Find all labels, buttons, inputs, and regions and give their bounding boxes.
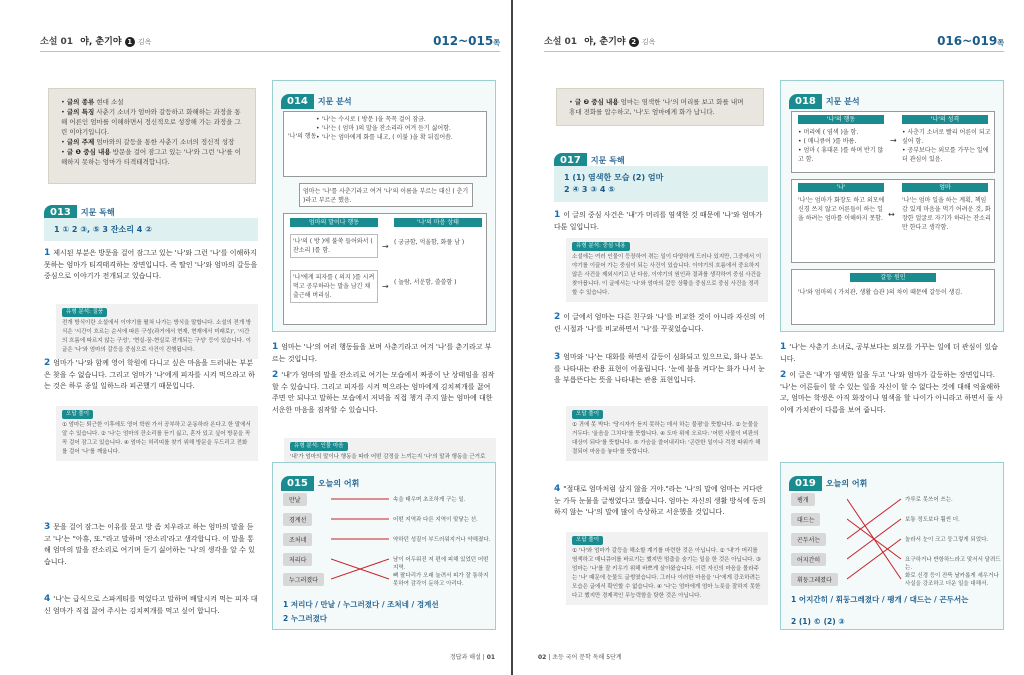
vocab-word: 팽개 <box>791 493 815 506</box>
left-page-range: 012~015쪽 <box>433 34 500 48</box>
vocab-answer-1: 1 저리다 / 만날 / 누그러졌다 / 조처네 / 경계선 <box>283 600 439 609</box>
right-summary-box <box>556 88 764 126</box>
page-gutter <box>511 0 513 675</box>
q017-1: 1 이 글의 중심 사건은 '내'가 머리를 염색한 것 때문에 '나'와 엄마가 다툰 일입니다. <box>554 210 763 231</box>
sec-013-head: 013 지문 독해 <box>44 200 115 218</box>
left-header <box>40 28 500 52</box>
vocab-def: 약하던 성질이 부드러워지거나 약해졌다. <box>393 537 491 543</box>
sec-014-head: 014 지문 분석 <box>281 89 352 107</box>
sec-015-head: 015 오늘의 어휘 <box>281 471 359 489</box>
episode-badge: 2 <box>629 37 639 47</box>
vocab-answer-1: 1 어지간히 / 휘둥그레졌다 / 팽개 / 대드는 / 곤두서는 <box>791 595 969 604</box>
q014-1: 1 엄마는 '나'의 여러 행동들을 보며 사춘기라고 여겨 '나'를 춘기라고 부르는 것입니다. <box>272 342 492 363</box>
q013-2: 2 엄마가 '나'와 함께 영어 학원에 다니고 싶은 마음을 드러내는 부분은 찾을 수 없습니다. 그리고 엄마가 '나'에게 피자를 시켜 먹으라고 하는 것은 하루 종일 일하느라 피곤했기 때문입니다. <box>44 358 255 390</box>
q017-4: 4 "절대로 엄마처럼 살지 않을 거야."라는 '나'의 말에 엄마는 커다란 눈 가득 눈물을 글썽였다고 했습니다. 엄마는 자신의 생활 방식에 동의하지 않는 '나'의 말에 많이 속상하고 서운했을 것입니다. <box>554 484 766 516</box>
left-page <box>40 0 520 675</box>
left-summary-box <box>48 88 256 184</box>
vocab-def: 남이 어두워진 저 편에 피해 있었던 어떤 지역. <box>393 557 489 571</box>
summary-row: • 글 ❶ 중심 내용 방문을 걸어 잠그고 있는 '나'와 그런 '나'를 이해하지 못하는 엄마가 티격태격합니다. <box>61 148 242 166</box>
vocab-word: 휘둥그레졌다 <box>791 573 838 586</box>
q014-2: 2 '내'가 엄마의 말을 잔소리로 여기는 모습에서 짜증이 난 상태임을 짐작할 수 있습니다. 그리고 피자를 시켜 먹으라는 엄마에게 김치찌개를 끓여 주면 안 되냐고 말하는 모습에서 저녁을 직접 챙겨 주지 않는 엄마에 대한 서운한 마음을 짐작할 수 있습니다. <box>272 370 495 414</box>
q017-3: 3 엄마와 '나'는 대화를 하면서 갈등이 심화되고 있으므로, 화나 분노를 나타내는 관용 표현이 어울립니다. '눈에 불을 켜다'는 화가 나서 눈을 부릅뜬다는 뜻을 나타내는 관용 표현입니다. <box>554 352 765 384</box>
vocab-answer-2: 2 (1) © (2) ③ <box>791 617 845 626</box>
sec-017-answers: 1 (1) 염색한 모습 (2) 엄마 2 ④ 3 ③ 4 ⑤ <box>554 166 768 202</box>
right-page <box>538 0 1024 675</box>
vocab-def: 요구하거나 반항하느라고 맞서서 달려드는. <box>905 557 1001 571</box>
vocab-word: 어지간히 <box>791 553 826 566</box>
analysis-result: 엄마는 '나'를 사춘기라고 여겨 '나'의 이름을 부르는 대신 ( 춘기 )라고 부르곤 했음. <box>299 183 473 207</box>
q017-4-note: 오답 풀이 ① '나'와 엄마가 갈등을 해소할 계기를 마련한 것은 아닙니다. ② '내'가 머리를 염색하고 매니큐어를 바르기는 했지만 멈춤을 숨기는 일을 한 것은 아닙니다. ③ 엄마는 '나'를 잘 키우기 위해 바쁘게 살아왔습니다. 이런 자신의 마음을 몰라주는 '나' 때문에 눈물도 글썽였습니다. 그러나 이러한 마음을 '나'에게 강조하려는 모습은 글에서 확인할 수 없습니다. ④ '나'는 엄마에게 엄마 노릇을 잘하지 못한다고 했지만 경제적인 무능력함을 탓한 것은 아닙니다. <box>566 532 768 605</box>
vocab-match-lines <box>847 493 903 593</box>
vocab-word: 저리다 <box>283 553 312 566</box>
summary-row: • 글 ❷ 중심 내용 엄마는 염색한 '나'의 머리를 보고 화를 내며 휴대 전화를 압수하고, '나'도 엄마에게 화가 납니다. <box>569 98 744 116</box>
analysis-box-1: '나'의 행동 • '나'는 수시로 ( 방문 )을 꼭꼭 걸어 잠금. • '나'는 ( 엄마 )의 말을 잔소리라 여겨 듣기 싫어함. • '나'는 엄마에게 화를 내고, ( 이불 )을 확 뒤집어씀. <box>283 111 487 177</box>
q013-1: 1 제시된 부분은 방문을 걸어 잠그고 있는 '나'와 그런 '나'를 이해하지 못하는 엄마가 티격태격하는 장면입니다. 즉 딸인 '나'와 엄마의 갈등을 중심으로 이야기가 전개되고 있습니다. <box>44 248 258 280</box>
vocab-match-lines <box>331 493 391 593</box>
analysis-box-2: 엄마의 말이나 행동 '나'의 마음 상태 '나'의 ( 방 )에 불쑥 들어와서 ( 잔소리 )를 함. '나'에게 피자를 ( 의지 )를 시켜 먹고 공부하라는 말을 남긴 채 출근해 버리심. → → ( 궁금함, 억울함, 화풀 남 ) ( 놀람, 서운함, 쓸쓸함 ) <box>283 213 487 325</box>
right-page-range: 016~019쪽 <box>937 34 1004 48</box>
q017-3-note: 오답 풀이 ① 귀에 못 박다: '당시자가 듣지 못하는 데서 하는 불평'을 뜻합니다. ② 눈물을 거두다: '울음을 그치다'를 뜻합니다. ④ 도마 위에 오르다: '어떤 사물이 비판의 대상이 되다'를 뜻합니다. ⑤ 가슴을 쓸어내리다: '곤란한 일이나 걱정 따위가 해결되어 마음을 놓다'를 뜻합니다. <box>566 406 768 461</box>
q018-2: 2 이 글은 '내'가 염색한 일을 두고 '나'와 엄마가 갈등하는 장면입니다. '나'는 어른들이 할 수 있는 일을 자신이 할 수 없다는 것에 대해 억울해하고, 엄마는 학생은 아직 화장이나 염색을 할 나이가 아니라고 하면서 둘 사이에 가치관이 다름을 보여 줍니다. <box>780 370 1003 414</box>
q013-2-note: 오답 풀이 ① 엄마는 퇴근한 이후에도 영어 학원 가서 공부하고 운동하라 온다고 한 말에서 알 수 있습니다. ② '나'는 엄마의 잔소리를 듣기 싫고, 혼자 있고 싶어 방문을 꼭꼭 걸어 잠그고 있습니다. ④ 엄마는 허리띠를 찾기 위해 방문을 두드리고 전화를 걸어 '나'를 깨웁니다. <box>56 406 258 461</box>
q013-4: 4 '나'는 급식으로 스파게티를 먹었다고 말하며 배달시켜 먹는 피자 대신 엄마가 직접 끓여 주시는 김치찌개를 먹고 싶어 합니다. <box>44 594 258 615</box>
vocab-answer-2: 2 누그러졌다 <box>283 614 328 623</box>
sec-014-box <box>272 80 496 332</box>
left-header-title: 소설 01 야, 춘기야 1 김옥 <box>40 37 152 47</box>
sec-018-head: 018 지문 분석 <box>789 89 860 107</box>
summary-row: • 글의 종류 현대 소설 <box>61 98 124 106</box>
sec-017-head: 017 지문 독해 <box>554 148 625 166</box>
vocab-word: 만날 <box>283 493 307 506</box>
episode-badge: 1 <box>125 37 135 47</box>
vocab-def: 뼈 팔다리가 오래 눌려서 피가 잘 통하지 못하여 감각이 둔하고 아리다. <box>393 573 489 587</box>
summary-row: • 글의 주제 엄마와의 갈등을 통한 사춘기 소녀의 정신적 성장 <box>61 138 235 146</box>
vocab-def: 가루로 못쓰어 쓰는. <box>905 497 953 503</box>
analysis-box-3: 갈등 원인 '나'와 엄마의 ( 가치관, 생활 습관 )의 차이 때문에 갈등이 생김. <box>791 269 995 325</box>
q018-1: 1 '나'는 사춘기 소녀로, 공부보다는 외모를 가꾸는 일에 더 관심이 있습니다. <box>780 342 998 363</box>
q014-2-note: 유형 분석: 인물 마음 '내'가 엄마의 말이나 행동을 따라 어떤 감정을 느끼는지 '나'의 말과 행동을 근거로 <box>284 438 496 475</box>
sec-019-box <box>780 462 1004 630</box>
sec-018-box <box>780 80 1004 332</box>
vocab-def: 보통 정도보다 훨씬 더. <box>905 517 960 523</box>
sec-019-head: 019 오늘의 어휘 <box>789 471 867 489</box>
vocab-def: 속을 태우며 초조하게 구는 일. <box>393 497 466 503</box>
right-header <box>544 28 1004 52</box>
summary-row: • 글의 특징 사춘기 소녀가 엄마와 갈등하고 화해하는 과정을 통해 어른인 엄마를 이해하면서 정신적으로 성장해 가는 과정을 그린 이야기입니다. <box>61 108 241 136</box>
sec-015-box <box>272 462 496 630</box>
q013-1-note: 유형 분석: 질풍 전개 방식이란 소설에서 이야기를 펼쳐 나가는 방식을 말합니다. 소설의 전개 방식은 '시간이 흐르는 순서에 따른 구성(과거에서 현재, 현재에서 미래로)', '시간의 흐름에 따르지 않는 구성', '현실-꿈-현실로 전개되는 구성' 등이 있습니다. 이 글은 '나'와 엄마의 갈등을 중심으로 사건이 진행됩니다. <box>56 304 258 359</box>
left-footer: 정답과 해설 | 01 <box>450 654 496 661</box>
sec-013-answers: 1 ① 2 ③, ⑤ 3 잔소리 4 ② <box>44 218 258 241</box>
vocab-word: 대드는 <box>791 513 820 526</box>
vocab-def: 화로 신경 등이 잔뜩 날카롭게 세우거나 사실을 강조하고 더운 일을 대해서. <box>905 573 999 587</box>
right-footer: 02 | 초등 국어 문학 독해 5단계 <box>538 654 622 661</box>
q017-1-note: 유형 분석: 중심 내용 소설에는 여러 인물이 등장하여 겪는 일이 다양하게 드러나 있지만, 그중에서 이야기를 이끌어 가는 중심이 되는 사건이 있습니다. 이야기의 흐름에서 중요하지 않은 사건을 제외시키고 난 다음, 이야기의 원인과 결과를 생각하여 중심 사건을 찾아봅니다. 이 글에서는 '나'와 엄마의 갈등 상황을 중심으로 중심 사건을 정리할 수 있습니다. <box>566 238 768 302</box>
vocab-word: 조처네 <box>283 533 312 546</box>
vocab-def: 어떤 지역과 다른 지역이 맞닿는 선. <box>393 517 478 523</box>
analysis-box-2: '나' 엄마 '나'는 엄마가 화장도 하고 외모에 신경 쓰지 않고 어른들이 하는 일을 하려는 엄마를 이해하지 못함. ↔ '나'는 엄마 일을 하는 계획, 책임감 있게 마음을 먹기 어려운 것, 화장한 얼굴로 자기가 하라는 잔소리만 한다고 생각함. <box>791 179 995 263</box>
q017-2: 2 이 글에서 엄마는 다른 친구와 '나'를 비교한 것이 아니라 자신의 어린 시절과 '나'를 비교하면서 '나'를 꾸짖었습니다. <box>554 312 766 333</box>
right-header-title: 소설 01 야, 춘기야 2 김옥 <box>544 37 656 47</box>
analysis-box-1: '나'의 행동 '나'의 성격 • 머리에 ( 염색 )을 함. • ( 매니큐어 )를 바름. • 엄마 ( 휴대폰 )를 하며 반기 않고 함. → • 사춘기 소녀로 빨리 어른이 되고 싶어 함. • 공부보다는 외모를 가꾸는 일에 더 관심이 있음. <box>791 111 995 173</box>
q013-3: 3 문을 걸어 잠그는 이유를 묻고 방 좀 치우라고 하는 엄마의 말을 듣고 '나'는 "아휴, 또."라고 말하며 '잔소리'라고 생각합니다. 이 말을 통해 엄마의 말을 잔소리로 여기며 듣기 싫어하는 '나'의 생각을 알 수 있습니다. <box>44 522 255 566</box>
vocab-word: 경계선 <box>283 513 312 526</box>
vocab-word: 곤두서는 <box>791 533 826 546</box>
vocab-word: 누그러졌다 <box>283 573 324 586</box>
vocab-def: 놀라서 눈이 크고 둥그렇게 되었다. <box>905 537 989 543</box>
